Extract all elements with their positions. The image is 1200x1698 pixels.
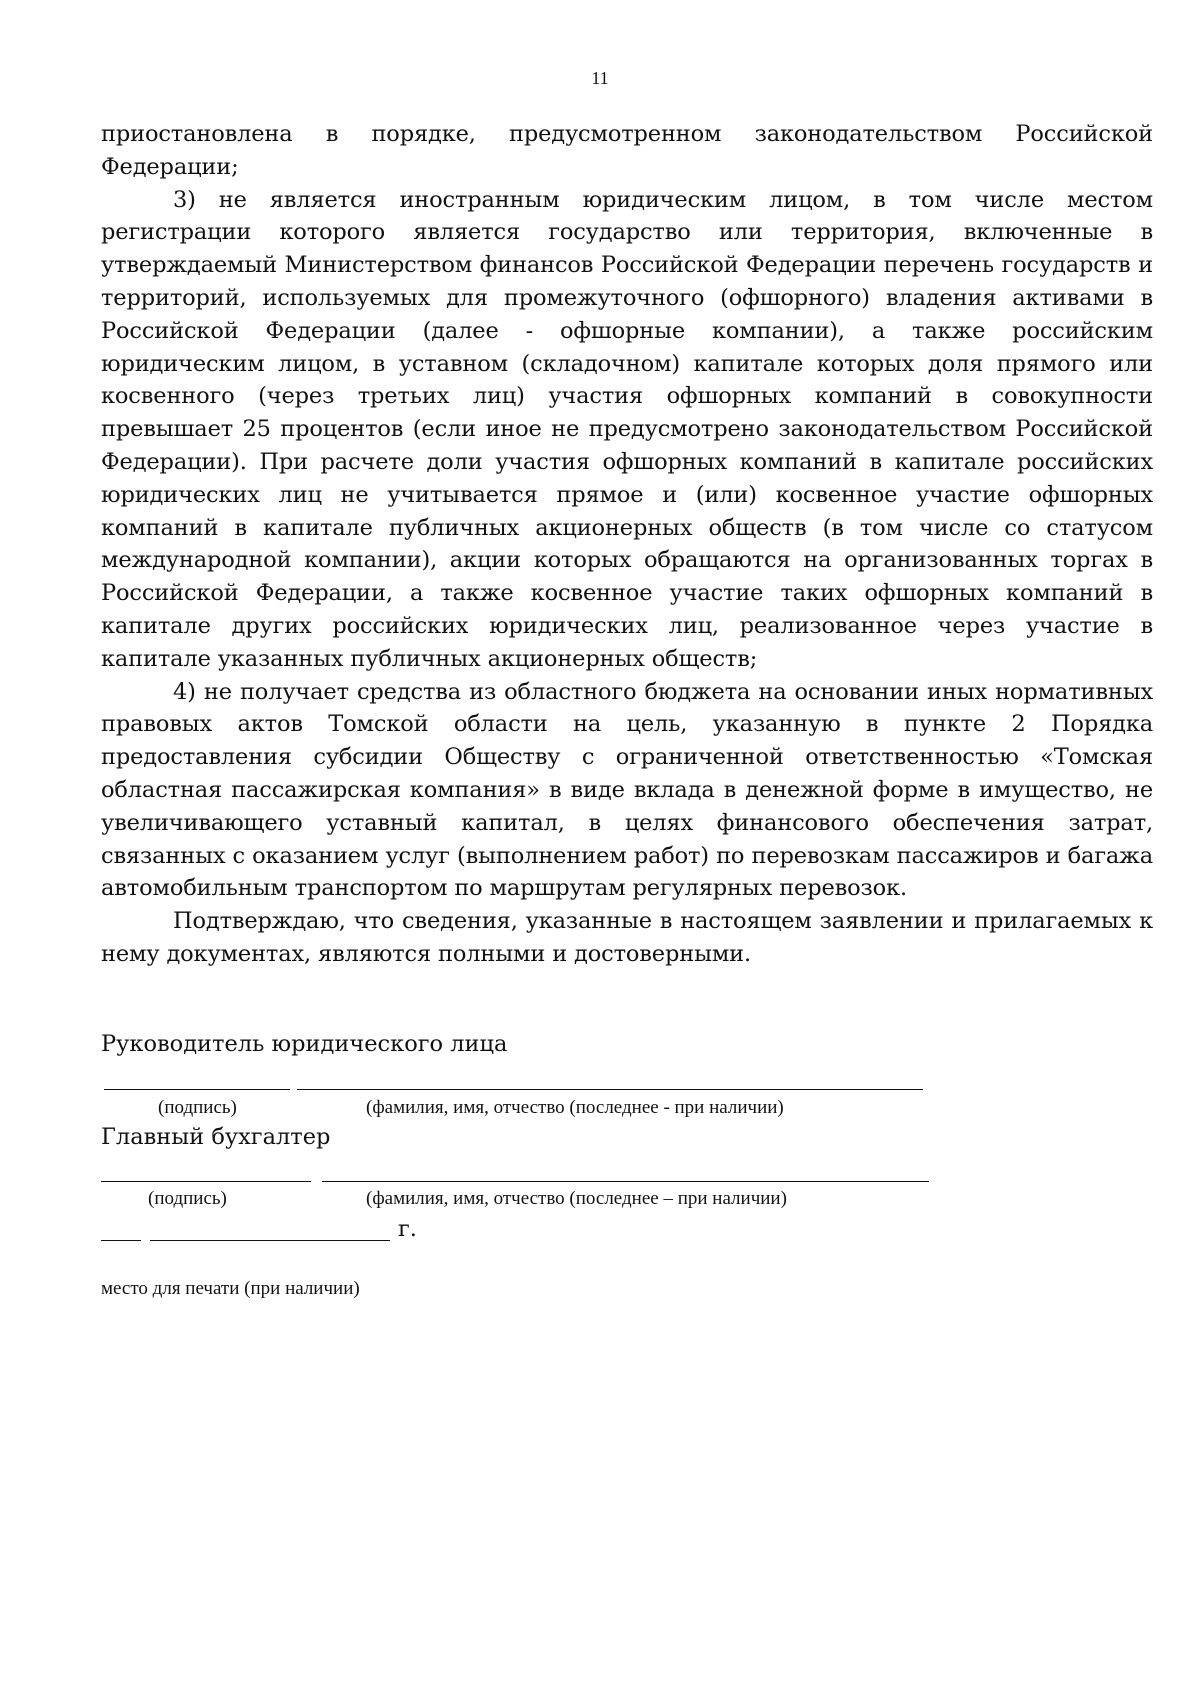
- document-body: [101, 118, 1153, 971]
- date-day-line: [101, 1240, 141, 1241]
- head-signature-title: Руководитель юридического лица: [101, 1031, 508, 1057]
- head-name-line: [297, 1089, 923, 1090]
- head-name-caption: (фамилия, имя, отчество (последнее - при наличии): [366, 1097, 784, 1118]
- paragraph-item-3: 3) не является иностранным юридическим лицом, в том числе местом регистрации которого является государство или территория, включенные в утверждаемый Министерством финансов Российской Федерации перечень государств и территорий, используемых для промежуточного (офшорного) владения активами в Российской Федерации (далее - офшорные компании), а также российским юридическим лицом, в уставном (складочном) капитале которых доля прямого или косвенного (через третьих лиц) участия офшорных компаний в совокупности превышает 25 процентов (если иное не предусмотрено законодательством Российской Федерации). При расчете доли участия офшорных компаний в капитале российских юридических лиц не учитывается прямое и (или) косвенное участие офшорных компаний в капитале публичных акционерных обществ (в том числе со статусом международной компании), акции которых обращаются на организованных торгах в Российской Федерации, а также косвенное участие таких офшорных компаний в капитале других российских юридических лиц, реализованное через участие в капитале указанных публичных акционерных обществ;: [101, 186, 1153, 672]
- accountant-signature-line: [101, 1181, 311, 1182]
- accountant-signature-caption: (подпись): [148, 1188, 227, 1209]
- stamp-place-label: место для печати (при наличии): [101, 1278, 360, 1299]
- accountant-name-caption: (фамилия, имя, отчество (последнее – при наличии): [366, 1188, 787, 1209]
- date-month-line: [150, 1240, 390, 1241]
- accountant-signature-title-block: [101, 1121, 1153, 1153]
- paragraph-item-4: 4) не получает средства из областного бюджета на основании иных нормативных правовых актов Томской области на цель, указанную в пункте 2 Порядка предоставления субсидии Обществу с ограниченной ответственностью «Томская областная пассажирская компания» в виде вклада в денежной форме в имущество, не увеличивающего уставный капитал, в целях финансового обеспечения затрат, связанных с оказанием услуг (выполнением работ) по перевозкам пассажиров и багажа автомобильным транспортом по маршрутам регулярных перевозок.: [101, 678, 1153, 902]
- paragraph-continuation: приостановлена в порядке, предусмотренном законодательством Российской Федерации;: [101, 121, 1153, 180]
- paragraph-confirmation: Подтверждаю, что сведения, указанные в настоящем заявлении и прилагаемых к нему документах, являются полными и достоверными.: [101, 908, 1153, 967]
- date-year-suffix: г.: [398, 1216, 417, 1242]
- accountant-signature-title: Главный бухгалтер: [101, 1124, 331, 1150]
- head-signature-line: [104, 1089, 290, 1090]
- accountant-name-line: [322, 1181, 929, 1182]
- head-signature-title-block: [101, 1028, 1153, 1060]
- page-number: 11: [591, 68, 609, 88]
- head-signature-caption: (подпись): [158, 1097, 237, 1118]
